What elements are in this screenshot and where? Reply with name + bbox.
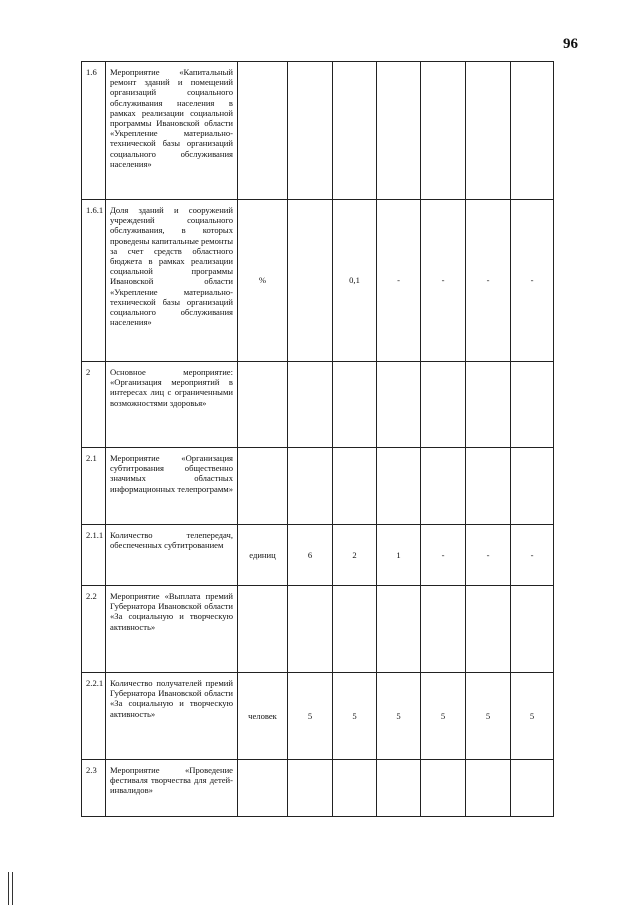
row-value-4 bbox=[421, 448, 466, 525]
row-unit bbox=[238, 62, 288, 200]
row-description: Количество телепередач, обеспеченных субтитрованием bbox=[106, 525, 238, 586]
table-row bbox=[82, 62, 554, 200]
row-number: 1.6.1 bbox=[82, 200, 106, 362]
page-number: 96 bbox=[563, 36, 578, 52]
row-value-4: - bbox=[421, 200, 466, 362]
table-row bbox=[82, 586, 554, 673]
table-row bbox=[82, 525, 554, 586]
row-value-1 bbox=[288, 448, 333, 525]
row-value-1 bbox=[288, 586, 333, 673]
row-unit bbox=[238, 448, 288, 525]
row-number: 1.6 bbox=[82, 62, 106, 200]
row-value-6: - bbox=[511, 525, 554, 586]
row-number: 2.1 bbox=[82, 448, 106, 525]
row-description: Мероприятие «Организация субтитрования общественно значимых областных информационных телепрограмм» bbox=[106, 448, 238, 525]
row-value-1 bbox=[288, 200, 333, 362]
row-value-3 bbox=[377, 62, 421, 200]
row-unit: единиц bbox=[238, 525, 288, 586]
row-unit: % bbox=[238, 200, 288, 362]
table-row bbox=[82, 448, 554, 525]
row-value-6 bbox=[511, 448, 554, 525]
row-value-6 bbox=[511, 362, 554, 448]
row-value-5 bbox=[466, 760, 511, 817]
row-value-3 bbox=[377, 448, 421, 525]
row-number: 2 bbox=[82, 362, 106, 448]
row-value-6 bbox=[511, 62, 554, 200]
row-description: Доля зданий и сооружений учреждений социального обслуживания, в которых проведены капитальные ремонты за счет средств областного бюджета в рамках реализации социальной программы Ивановской области «Укрепление материально-технической базы организаций социального обслуживания населения» bbox=[106, 200, 238, 362]
row-description: Мероприятие «Проведение фестиваля творчества для детей-инвалидов» bbox=[106, 760, 238, 817]
row-value-6 bbox=[511, 586, 554, 673]
row-number: 2.2.1 bbox=[82, 673, 106, 760]
row-value-4 bbox=[421, 586, 466, 673]
row-value-5: - bbox=[466, 200, 511, 362]
row-value-6 bbox=[511, 760, 554, 817]
row-unit bbox=[238, 362, 288, 448]
row-number: 2.2 bbox=[82, 586, 106, 673]
table-row bbox=[82, 760, 554, 817]
row-value-4: - bbox=[421, 525, 466, 586]
row-number: 2.3 bbox=[82, 760, 106, 817]
row-value-5: - bbox=[466, 525, 511, 586]
row-description: Мероприятие «Выплата премий Губернатора Ивановской области «За социальную и творческую активность» bbox=[106, 586, 238, 673]
row-value-2 bbox=[333, 362, 377, 448]
row-unit bbox=[238, 586, 288, 673]
row-number: 2.1.1 bbox=[82, 525, 106, 586]
row-value-1 bbox=[288, 362, 333, 448]
row-value-1 bbox=[288, 62, 333, 200]
row-value-2 bbox=[333, 586, 377, 673]
row-value-3: 1 bbox=[377, 525, 421, 586]
row-value-5 bbox=[466, 586, 511, 673]
scan-margin-mark bbox=[8, 872, 13, 905]
row-value-3: - bbox=[377, 200, 421, 362]
row-value-2 bbox=[333, 760, 377, 817]
indicator-table bbox=[81, 61, 554, 817]
row-value-6: - bbox=[511, 200, 554, 362]
row-value-1 bbox=[288, 760, 333, 817]
row-value-4 bbox=[421, 62, 466, 200]
row-value-4 bbox=[421, 760, 466, 817]
table-row bbox=[82, 362, 554, 448]
row-value-2: 0,1 bbox=[333, 200, 377, 362]
row-value-2 bbox=[333, 448, 377, 525]
row-value-6: 5 bbox=[511, 673, 554, 760]
row-value-2: 5 bbox=[333, 673, 377, 760]
row-value-3 bbox=[377, 362, 421, 448]
row-value-2: 2 bbox=[333, 525, 377, 586]
row-value-5 bbox=[466, 362, 511, 448]
row-description: Мероприятие «Капитальный ремонт зданий и помещений организаций социального обслуживания населения в рамках реализации социальной программы Ивановской области «Укрепление материально-технической базы организаций социального обслуживания населения» bbox=[106, 62, 238, 200]
row-value-2 bbox=[333, 62, 377, 200]
row-unit: человек bbox=[238, 673, 288, 760]
table-row bbox=[82, 200, 554, 362]
row-value-5 bbox=[466, 448, 511, 525]
row-value-3: 5 bbox=[377, 673, 421, 760]
row-value-4: 5 bbox=[421, 673, 466, 760]
table-row bbox=[82, 673, 554, 760]
row-value-3 bbox=[377, 586, 421, 673]
row-value-5: 5 bbox=[466, 673, 511, 760]
row-unit bbox=[238, 760, 288, 817]
row-value-1: 6 bbox=[288, 525, 333, 586]
row-description: Основное мероприятие: «Организация мероприятий в интересах лиц с ограниченными возможностями здоровья» bbox=[106, 362, 238, 448]
row-value-5 bbox=[466, 62, 511, 200]
row-description: Количество получателей премий Губернатора Ивановской области «За социальную и творческую активность» bbox=[106, 673, 238, 760]
row-value-4 bbox=[421, 362, 466, 448]
row-value-1: 5 bbox=[288, 673, 333, 760]
row-value-3 bbox=[377, 760, 421, 817]
